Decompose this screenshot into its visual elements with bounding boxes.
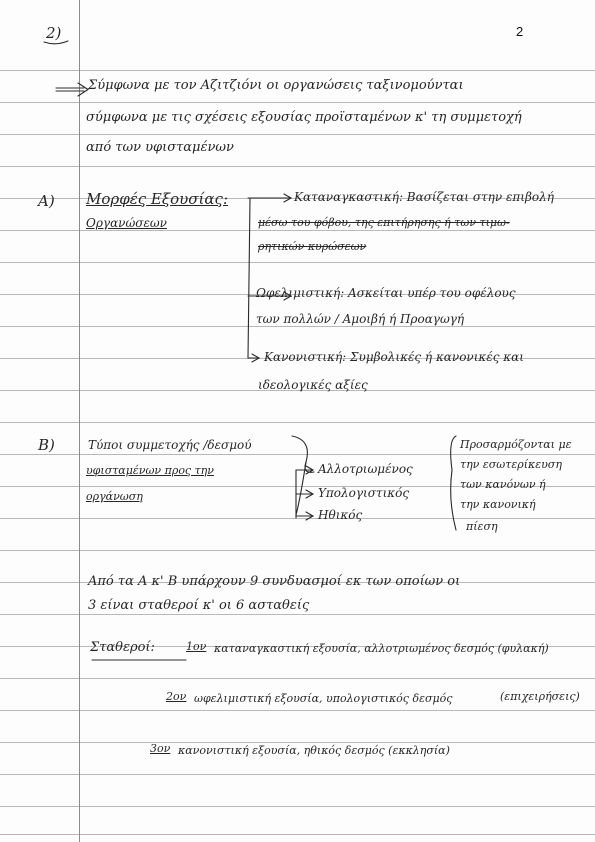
type-calculative: Υπολογιστικός bbox=[318, 486, 410, 500]
page-number: 2 bbox=[516, 24, 524, 39]
stable-3-ordinal: 3ον bbox=[150, 742, 171, 755]
coercive-line-3: ρητικών κυρώσεων bbox=[258, 240, 367, 253]
section-b-heading-2: υφισταμένων προς την bbox=[86, 464, 214, 477]
summary-line-1: Από τα A κ' B υπάρχουν 9 συνδυασμοί εκ των οποίων οι bbox=[88, 574, 461, 589]
section-b-label: B) bbox=[38, 436, 55, 454]
coercive-line-2: μέσω του φόβου, της επιτήρησης ή των τιμω- bbox=[258, 216, 510, 229]
section-a-label: A) bbox=[38, 192, 55, 210]
margin-line bbox=[79, 0, 80, 842]
note-line-5: πίεση bbox=[466, 520, 498, 533]
normative-line-1: Κανονιστική: Συμβολικές ή κανονικές και bbox=[264, 350, 524, 364]
stable-2-note: (επιχειρήσεις) bbox=[500, 690, 580, 703]
note-line-3: των κανόνων ή bbox=[460, 478, 546, 491]
intro-line-1: Σύμφωνα με τον Αζιτζιόνι οι οργανώσεις ταξινομούνται bbox=[88, 78, 464, 93]
stable-1-ordinal: 1ον bbox=[186, 640, 207, 653]
stable-label: Σταθεροί: bbox=[90, 640, 155, 655]
utilitarian-line-2: των πολλών / Αμοιβή ή Προαγωγή bbox=[256, 312, 465, 326]
section-b-heading-3: οργάνωση bbox=[86, 490, 143, 503]
note-line-4: την κανονική bbox=[460, 498, 536, 511]
coercive-line-1: Καταναγκαστική: Βασίζεται στην επιβολή bbox=[294, 190, 554, 204]
type-alienated: Αλλοτριωμένος bbox=[318, 462, 413, 476]
stable-1-text: καταναγκαστική εξουσία, αλλοτριωμένος δεσμός (φυλακή) bbox=[214, 642, 549, 655]
normative-line-2: ιδεολογικές αξίες bbox=[258, 378, 368, 392]
intro-line-3: από των υφισταμένων bbox=[86, 140, 234, 155]
stable-3-text: κανονιστική εξουσία, ηθικός δεσμός (εκκλησία) bbox=[178, 744, 450, 757]
section-a-heading: Μορφές Εξουσίας: bbox=[86, 190, 228, 208]
stable-2-text: ωφελιμιστική εξουσία, υπολογιστικός δεσμός bbox=[194, 692, 453, 705]
stable-2-ordinal: 2ον bbox=[166, 690, 187, 703]
utilitarian-line-1: Ωφελιμιστική: Ασκείται υπέρ του οφέλους bbox=[256, 286, 516, 300]
intro-line-2: σύμφωνα με τις σχέσεις εξουσίας προϊσταμένων κ' τη συμμετοχή bbox=[86, 110, 522, 125]
section-a-subheading: Οργανώσεων bbox=[86, 216, 167, 230]
note-line-1: Προσαρμόζονται με bbox=[460, 438, 572, 451]
section-b-heading-1: Τύποι συμμετοχής /δεσμού bbox=[88, 438, 252, 452]
type-moral: Ηθικός bbox=[318, 508, 363, 522]
note-line-2: την εσωτερίκευση bbox=[460, 458, 562, 471]
summary-line-2: 3 είναι σταθεροί κ' οι 6 ασταθείς bbox=[88, 598, 310, 613]
question-label: 2) bbox=[46, 24, 62, 42]
